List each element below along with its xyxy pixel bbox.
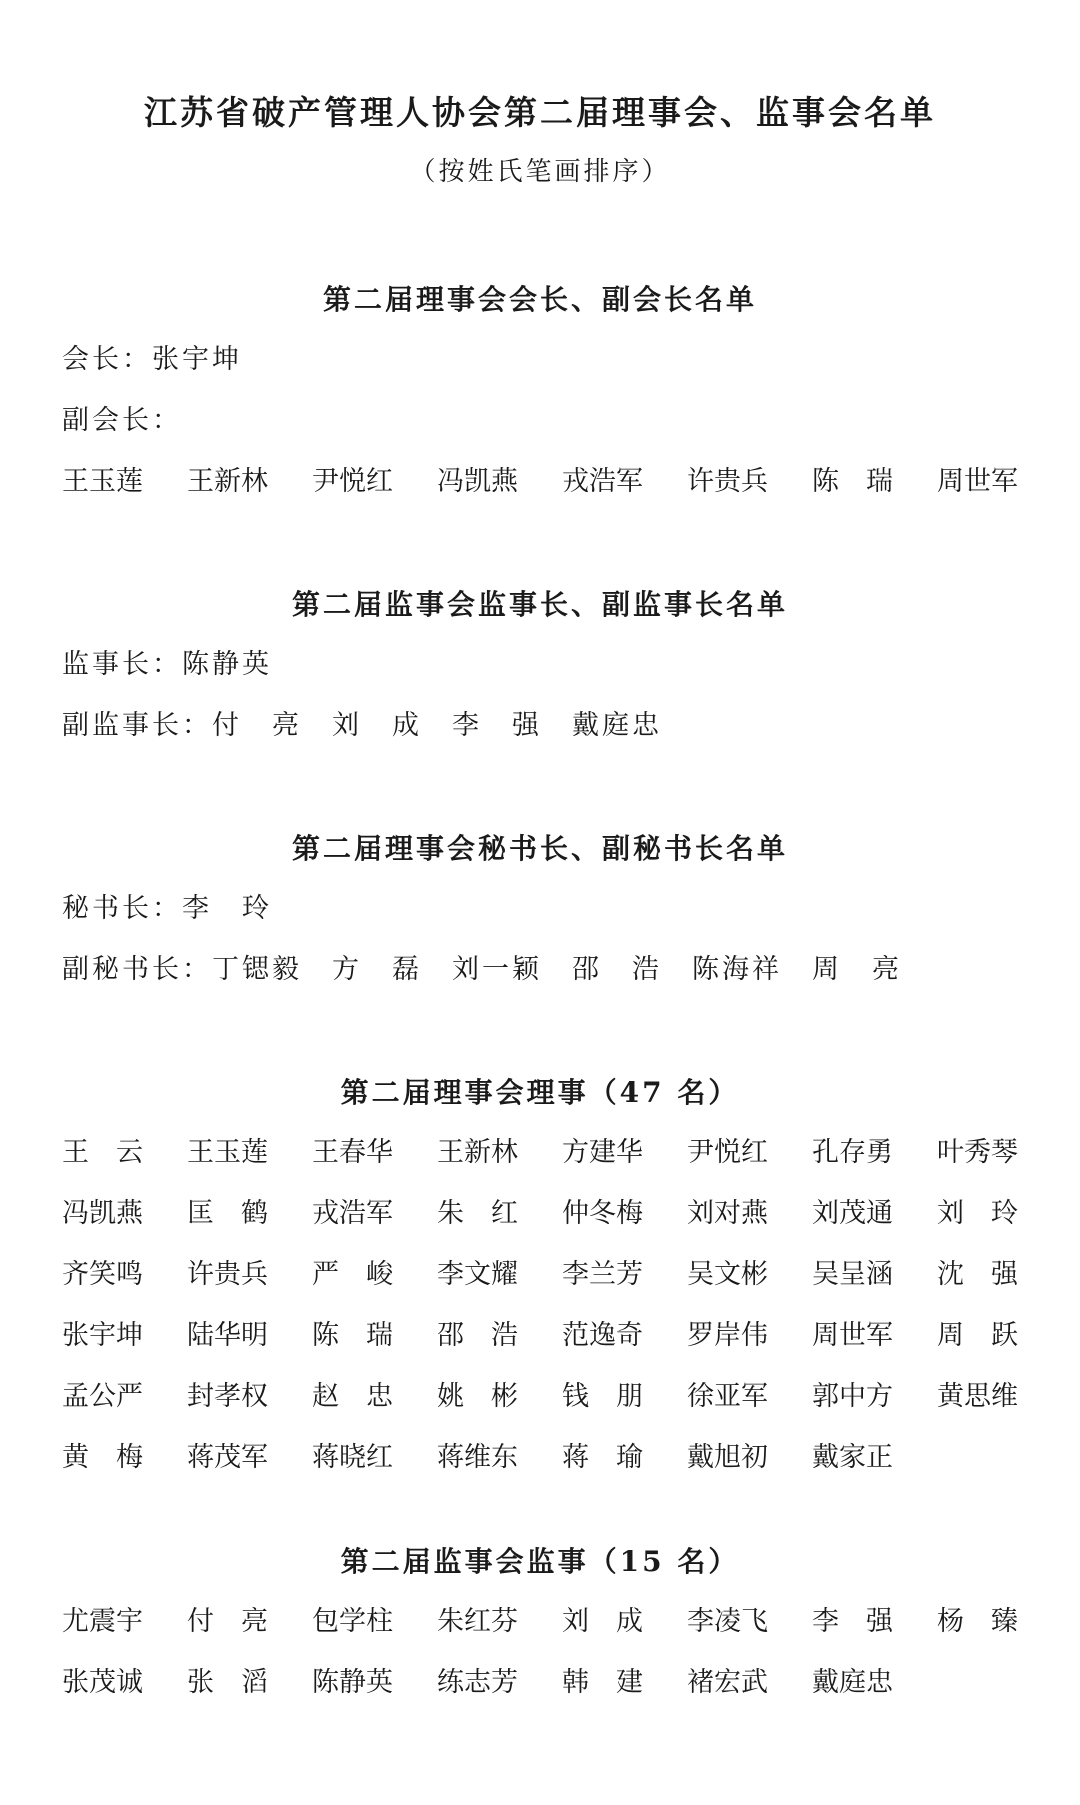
vice-president-name: 许贵兵: [687, 466, 768, 497]
president-line: [62, 338, 242, 382]
vice-chief-supervisor-line: [62, 704, 692, 748]
director-name: 黄思维: [937, 1381, 1018, 1412]
name-row: [62, 1253, 1032, 1314]
supervisor-name: 张 滔: [187, 1667, 268, 1698]
section-heading-supervisors: 第二届监事会监事（15 名）: [340, 1545, 740, 1578]
director-name: 王新林: [437, 1137, 518, 1168]
director-name: 严 峻: [312, 1259, 393, 1290]
director-name: 吴呈涵: [812, 1259, 893, 1290]
name-row: [62, 1314, 1032, 1375]
director-name: 蒋 瑜: [562, 1442, 643, 1473]
director-name: 李文耀: [437, 1259, 518, 1290]
director-name: 孔存勇: [812, 1137, 893, 1168]
director-name: 蒋茂军: [187, 1442, 268, 1473]
vice-president-name: 陈 瑞: [812, 466, 893, 497]
director-name: 刘 玲: [937, 1198, 1018, 1229]
supervisor-name: 韩 建: [562, 1667, 643, 1698]
vice-president-name: 周世军: [937, 466, 1018, 497]
director-name: 罗岸伟: [687, 1320, 768, 1351]
supervisor-name: 包学柱: [312, 1606, 393, 1637]
vice-president-name: 冯凯燕: [437, 466, 518, 497]
deputy-secretary-name: 周 亮: [812, 954, 902, 985]
director-name: 冯凯燕: [62, 1198, 143, 1229]
director-name: 齐笑鸣: [62, 1259, 143, 1290]
director-name: 蒋维东: [437, 1442, 518, 1473]
section-heading-supervisory-leaders: 第二届监事会监事长、副监事长名单: [291, 588, 788, 621]
director-name: 周 跃: [937, 1320, 1018, 1351]
director-name: 周世军: [812, 1320, 893, 1351]
director-name: 沈 强: [937, 1259, 1018, 1290]
director-name: 范逸奇: [562, 1320, 643, 1351]
directors-list: [62, 1131, 1032, 1497]
name-row: [62, 1131, 1032, 1192]
supervisor-name: 尤震宇: [62, 1606, 143, 1637]
director-name: 朱 红: [437, 1198, 518, 1229]
deputy-secretary-name: 刘一颖: [452, 954, 542, 985]
director-name: 尹悦红: [687, 1137, 768, 1168]
supervisor-name: 陈静英: [312, 1667, 393, 1698]
vice-president-label: 副会长：: [62, 405, 182, 436]
director-name: 陈 瑞: [312, 1320, 393, 1351]
supervisor-name: 李凌飞: [687, 1606, 768, 1637]
director-name: 王 云: [62, 1137, 143, 1168]
supervisor-name: 朱红芬: [437, 1606, 518, 1637]
vice-president-name: 戎浩军: [562, 466, 643, 497]
deputy-secretary-name: 邵 浩: [572, 954, 662, 985]
director-name: 张宇坤: [62, 1320, 143, 1351]
supervisor-name: 褚宏武: [687, 1667, 768, 1698]
director-name: 戴旭初: [687, 1442, 768, 1473]
director-name: 戎浩军: [312, 1198, 393, 1229]
director-name: 李兰芳: [562, 1259, 643, 1290]
president-name: 张宇坤: [152, 344, 242, 375]
secretary-general-label: 秘书长：: [62, 893, 182, 924]
supervisor-name: 张茂诚: [62, 1667, 143, 1698]
director-name: 姚 彬: [437, 1381, 518, 1412]
vice-president-name: 王玉莲: [62, 466, 143, 497]
director-name: 许贵兵: [187, 1259, 268, 1290]
director-name: 王春华: [312, 1137, 393, 1168]
director-name: 封孝权: [187, 1381, 268, 1412]
director-name: 刘茂通: [812, 1198, 893, 1229]
deputy-secretary-label: 副秘书长：: [62, 954, 212, 985]
director-name: 仲冬梅: [562, 1198, 643, 1229]
document-subtitle: （按姓氏笔画排序）: [409, 157, 671, 187]
director-name: 叶秀琴: [937, 1137, 1018, 1168]
supervisors-list: [62, 1600, 1032, 1722]
director-name: 徐亚军: [687, 1381, 768, 1412]
name-row: [62, 1436, 1032, 1497]
director-name: 黄 梅: [62, 1442, 143, 1473]
president-label: 会长：: [62, 344, 152, 375]
supervisor-name: 付 亮: [187, 1606, 268, 1637]
supervisor-name: 练志芳: [437, 1667, 518, 1698]
director-name: 匡 鹤: [187, 1198, 268, 1229]
secretary-general-line: [62, 887, 272, 931]
vice-chief-supervisor-name: 刘 成: [332, 710, 422, 741]
director-name: 吴文彬: [687, 1259, 768, 1290]
name-row: [62, 1192, 1032, 1253]
director-name: 方建华: [562, 1137, 643, 1168]
vice-chief-supervisor-label: 副监事长：: [62, 710, 212, 741]
name-row: [62, 1600, 1032, 1661]
director-name: 赵 忠: [312, 1381, 393, 1412]
deputy-secretary-name: 方 磊: [332, 954, 422, 985]
vice-chief-supervisor-name: 李 强: [452, 710, 542, 741]
supervisor-name: 杨 臻: [937, 1606, 1018, 1637]
director-name: 蒋晓红: [312, 1442, 393, 1473]
supervisor-name: 刘 成: [562, 1606, 643, 1637]
director-name: 邵 浩: [437, 1320, 518, 1351]
deputy-secretary-line: [62, 948, 932, 992]
name-row: [62, 460, 1032, 521]
name-row: [62, 1661, 1032, 1722]
section-heading-council-leaders: 第二届理事会会长、副会长名单: [322, 283, 757, 316]
deputy-secretary-name: 丁锶毅: [212, 954, 302, 985]
vice-chief-supervisor-name: 付 亮: [212, 710, 302, 741]
director-name: 王玉莲: [187, 1137, 268, 1168]
chief-supervisor-label: 监事长：: [62, 649, 182, 680]
director-name: 郭中方: [812, 1381, 893, 1412]
chief-supervisor-name: 陈静英: [182, 649, 272, 680]
deputy-secretary-name: 陈海祥: [692, 954, 782, 985]
director-name: 戴家正: [812, 1442, 893, 1473]
name-row: [62, 1375, 1032, 1436]
director-name: 孟公严: [62, 1381, 143, 1412]
supervisor-name: 戴庭忠: [812, 1667, 893, 1698]
chief-supervisor-line: [62, 643, 272, 687]
director-name: 陆华明: [187, 1320, 268, 1351]
section-heading-directors: 第二届理事会理事（47 名）: [340, 1076, 740, 1109]
director-name: 刘对燕: [687, 1198, 768, 1229]
vice-president-list: [62, 460, 1032, 521]
vice-president-label-line: [62, 399, 182, 443]
director-name: 钱 朋: [562, 1381, 643, 1412]
document-title: 江苏省破产管理人协会第二届理事会、监事会名单: [144, 93, 936, 132]
section-heading-secretaries: 第二届理事会秘书长、副秘书长名单: [291, 832, 788, 865]
vice-president-name: 尹悦红: [312, 466, 393, 497]
supervisor-name: 李 强: [812, 1606, 893, 1637]
secretary-general-name: 李 玲: [182, 893, 272, 924]
vice-chief-supervisor-name: 戴庭忠: [572, 710, 662, 741]
vice-president-name: 王新林: [187, 466, 268, 497]
